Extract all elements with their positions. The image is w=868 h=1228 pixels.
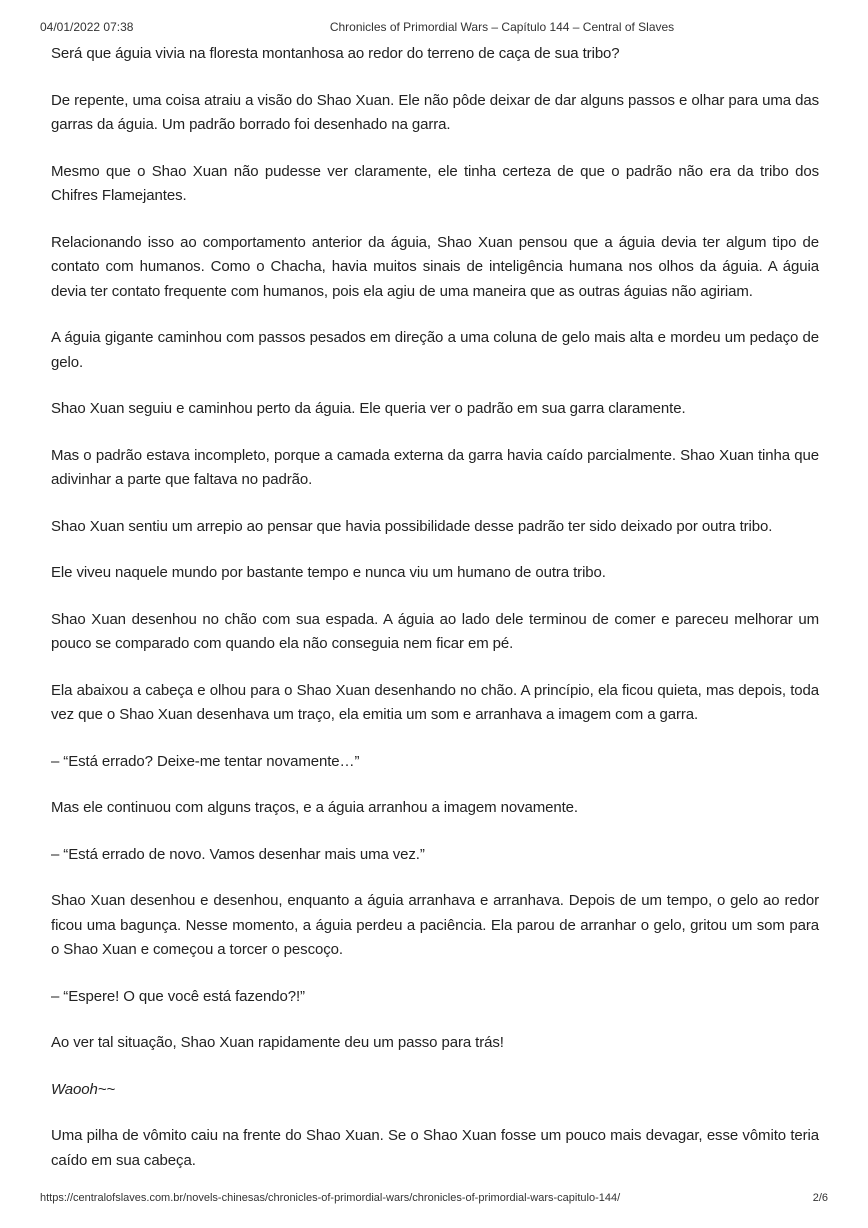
chapter-body xyxy=(51,42,819,1195)
dialogue-line: – “Está errado de novo. Vamos desenhar mais uma vez.” xyxy=(51,845,425,863)
paragraph: Será que águia vivia na floresta montanhosa ao redor do terreno de caça de sua tribo? xyxy=(51,45,620,62)
dialogue-line: – “Espere! O que você está fazendo?!” xyxy=(51,987,305,1005)
paragraph: Mas ele continuou com alguns traços, e a águia arranhou a imagem novamente. xyxy=(51,799,578,816)
paragraph: Shao Xuan desenhou e desenhou, enquanto a águia arranhava e arranhava. Depois de um tempo, o gelo ao redor ficou uma bagunça. Nesse momento, a águia perdeu a paciência. Ela parou de arranhar o gelo, gritou um som para o Shao Xuan e começou a torcer o pescoço. xyxy=(51,892,819,958)
paragraph: Mesmo que o Shao Xuan não pudesse ver claramente, ele tinha certeza de que o padrão não era da tribo dos Chifres Flamejantes. xyxy=(51,162,819,204)
page-number: 2/6 xyxy=(812,1192,828,1204)
paragraph: A águia gigante caminhou com passos pesados em direção a uma coluna de gelo mais alta e mordeu um pedaço de gelo. xyxy=(51,329,819,371)
sound-effect: Waooh~~ xyxy=(51,1080,116,1098)
paragraph: Shao Xuan desenhou no chão com sua espada. A águia ao lado dele terminou de comer e pareceu melhorar um pouco se comparado com quando ela não conseguia nem ficar em pé. xyxy=(51,610,819,652)
page-title: Chronicles of Primordial Wars – Capítulo 144 – Central of Slaves xyxy=(329,20,675,34)
paragraph: Uma pilha de vômito caiu na frente do Shao Xuan. Se o Shao Xuan fosse um pouco mais devagar, esse vômito teria caído em sua cabeça. xyxy=(51,1127,819,1169)
paragraph: Shao Xuan seguiu e caminhou perto da águia. Ele queria ver o padrão em sua garra claramente. xyxy=(51,400,686,417)
paragraph: Shao Xuan sentiu um arrepio ao pensar que havia possibilidade desse padrão ter sido deixado por outra tribo. xyxy=(51,517,773,535)
paragraph: De repente, uma coisa atraiu a visão do Shao Xuan. Ele não pôde deixar de dar alguns passos e olhar para uma das garras da águia. Um padrão borrado foi desenhado na garra. xyxy=(51,91,819,133)
page-url: https://centralofslaves.com.br/novels-chinesas/chronicles-of-primordial-wars/chronicles-of-primordial-wars-capitulo-144/ xyxy=(40,1192,621,1204)
paragraph: Relacionando isso ao comportamento anterior da águia, Shao Xuan pensou que a águia devia ter algum tipo de contato com humanos. Como o Chacha, havia muitos sinais de inteligência humana nos olhos da águia. A águia devia ter contato frequente com humanos, pois ela agiu de uma maneira que as outras águias não agiriam. xyxy=(51,233,819,300)
paragraph: Mas o padrão estava incompleto, porque a camada externa da garra havia caído parcialmente. Shao Xuan tinha que adivinhar a parte que faltava no padrão. xyxy=(51,446,819,488)
paragraph: Ao ver tal situação, Shao Xuan rapidamente deu um passo para trás! xyxy=(51,1034,504,1051)
dialogue-line: – “Está errado? Deixe-me tentar novamente…” xyxy=(51,752,360,770)
print-datetime: 04/01/2022 07:38 xyxy=(40,20,134,34)
paragraph: Ele viveu naquele mundo por bastante tempo e nunca viu um humano de outra tribo. xyxy=(51,564,606,581)
paragraph: Ela abaixou a cabeça e olhou para o Shao Xuan desenhando no chão. A princípio, ela ficou quieta, mas depois, toda vez que o Shao Xuan desenhava um traço, ela emitia um som e arranhava a imagem com a garra. xyxy=(51,681,819,723)
